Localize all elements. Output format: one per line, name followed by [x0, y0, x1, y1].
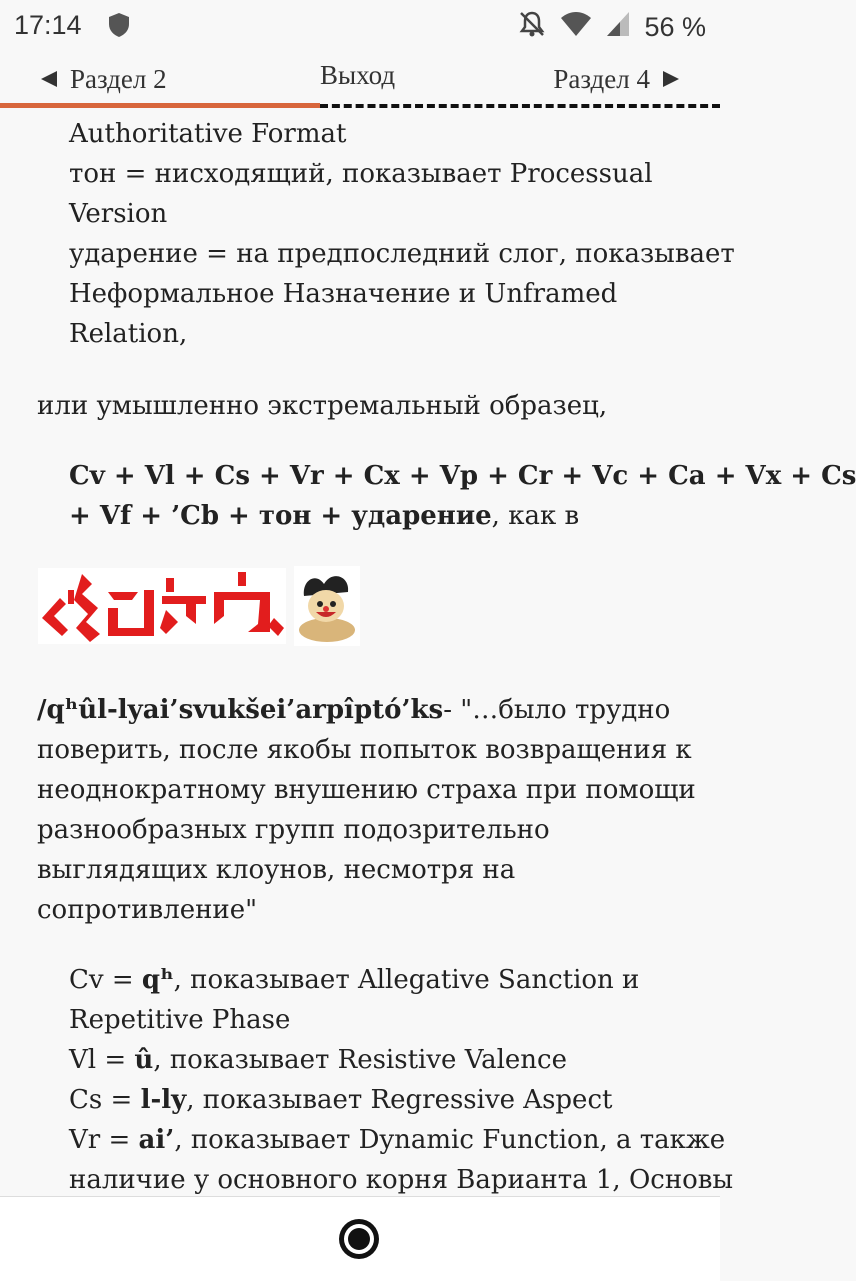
translation-line: поверить, после якобы попыток возвращения к	[37, 735, 692, 765]
formula-tail: , как в	[491, 501, 580, 531]
text-line: Version	[69, 199, 168, 229]
translation-line: разнообразных групп подозрительно	[37, 815, 550, 845]
gloss-line	[69, 1120, 726, 1160]
home-button[interactable]	[337, 1217, 381, 1261]
text-line: Authoritative Format	[69, 119, 347, 149]
translation-line: сопротивление"	[37, 895, 258, 925]
translation-text: - "…было трудно	[443, 695, 671, 725]
top-block	[69, 114, 735, 354]
gloss-line	[69, 1040, 690, 1080]
status-time: 17:14	[14, 10, 82, 40]
notifications-off-icon	[518, 10, 546, 45]
text-line: Relation,	[69, 319, 188, 349]
system-nav-bar	[0, 1196, 720, 1281]
translation-line: выглядящих клоунов, несмотря на	[37, 855, 516, 885]
formula-bold: Cv + Vl + Cs + Vr + Cx + Vp + Cr + Vc + Ca + Vx + Cs	[69, 461, 856, 491]
gloss-pre: Cs =	[69, 1085, 141, 1115]
example-block	[37, 690, 696, 930]
gloss-line	[69, 960, 690, 1000]
script-glyphs-image	[38, 568, 286, 656]
gloss-line	[69, 1000, 690, 1040]
formula-line-1	[69, 456, 856, 496]
status-bar	[0, 0, 720, 52]
text-line: тон = нисходящий, показывает Processual	[69, 159, 653, 189]
gloss-morpheme: qʰ	[141, 965, 174, 995]
formula-bold: + Vf + ’Cb + тон + ударение	[69, 501, 492, 531]
script-image-row	[38, 566, 360, 658]
formula-block	[69, 456, 856, 536]
gloss-pre: Vr =	[69, 1125, 139, 1155]
next-section-label: Раздел 4	[553, 64, 650, 94]
exit-button[interactable]: Выход	[320, 60, 396, 90]
text-line: Неформальное Назначение и Unframed	[69, 279, 618, 309]
example-word: /qʰûl-lyai’svukšei’arpîptó’ks	[37, 695, 444, 725]
prev-arrow-icon	[40, 64, 58, 95]
prev-section-label: Раздел 2	[70, 64, 167, 94]
translation-line: неоднократному внушению страха при помощи	[37, 775, 696, 805]
gloss-morpheme: û	[134, 1045, 154, 1075]
gloss-morpheme: ai’	[138, 1125, 175, 1155]
shield-icon	[108, 12, 130, 45]
gloss-line	[69, 1080, 690, 1120]
article-content	[0, 108, 856, 1196]
next-section-button[interactable]	[553, 64, 680, 95]
intro-text: или умышленно экстремальный образец,	[37, 391, 608, 421]
formula-line-2	[69, 496, 690, 536]
text-line: ударение = на предпоследний слог, показывает	[69, 239, 735, 269]
gloss-line	[69, 1160, 734, 1200]
chapter-nav	[0, 52, 720, 108]
wifi-icon	[560, 11, 592, 44]
gloss-morpheme: l-ly	[140, 1085, 187, 1115]
example-line-1	[37, 690, 690, 730]
prev-section-button[interactable]	[40, 64, 167, 95]
gloss-pre: Vl =	[69, 1045, 135, 1075]
status-icons	[518, 10, 706, 45]
home-circle-icon	[337, 1217, 381, 1261]
gloss-desc: , показывает Dynamic Function, а также	[174, 1125, 726, 1155]
gloss-pre: Cv =	[69, 965, 142, 995]
gloss-desc: Repetitive Phase	[69, 1005, 291, 1035]
gloss-desc: , показывает Allegative Sanction и	[173, 965, 640, 995]
clown-image	[294, 566, 360, 658]
gloss-desc: наличие у основного корня Варианта 1, Основы	[69, 1165, 734, 1195]
gloss-desc: , показывает Resistive Valence	[153, 1045, 567, 1075]
gloss-desc: , показывает Regressive Aspect	[186, 1085, 613, 1115]
battery-percent: 56 %	[644, 12, 706, 42]
signal-icon	[606, 11, 630, 44]
next-arrow-icon	[662, 64, 680, 95]
